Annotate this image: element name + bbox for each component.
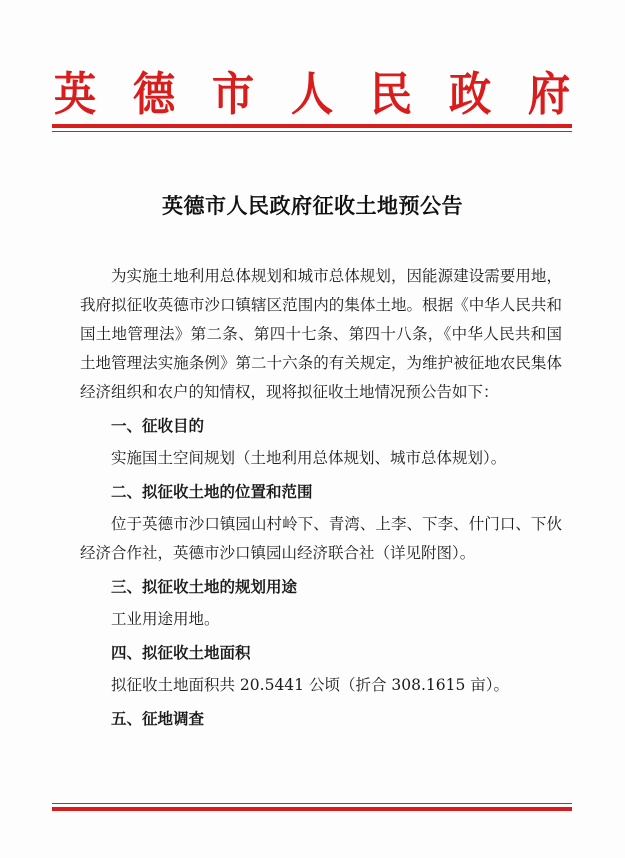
section-heading: 二、拟征收土地的位置和范围 [111, 483, 313, 501]
section-heading: 三、拟征收土地的规划用途 [111, 578, 298, 596]
footer-divider-thick [52, 807, 572, 811]
document-body [80, 262, 562, 737]
letterhead-char: 人 [290, 67, 334, 121]
letterhead-divider-thick [52, 124, 572, 128]
section-heading: 五、征地调查 [111, 710, 205, 728]
section-body: 位于英德市沙口镇园山村岭下、青湾、上李、下李、什门口、下伙经济合作社，英德市沙口镇园山经济联合社（详见附图）。 [80, 515, 562, 562]
footer-divider-thin [52, 803, 572, 804]
document-title: 英德市人民政府征收土地预公告 [162, 194, 463, 218]
section-body: 拟征收土地面积共 20.5441 公顷（折合 308.1615 亩）。 [111, 676, 510, 694]
letterhead-char: 英 [53, 67, 97, 121]
government-letterhead [52, 64, 572, 124]
letterhead-char: 政 [448, 67, 492, 121]
section-body: 实施国土空间规划（土地利用总体规划、城市总体规划）。 [111, 449, 507, 467]
letterhead-divider-thin [52, 131, 572, 132]
letterhead-char: 府 [527, 67, 571, 121]
section-body: 工业用途用地。 [111, 610, 220, 628]
intro-paragraph: 为实施土地利用总体规划和城市总体规划，因能源建设需要用地，我府拟征收英德市沙口镇辖区范围内的集体土地。根据《中华人民共和国土地管理法》第二条、第四十七条、第四十八条，《中华人民共和国土地管理法实施条例》第二十六条的有关规定，为维护被征地农民集体经济组织和农户的知情权，现将拟征收土地情况预公告如下： [80, 267, 562, 401]
letterhead-char: 市 [211, 67, 255, 121]
letterhead-char: 德 [132, 67, 176, 121]
letterhead-char: 民 [369, 67, 413, 121]
section-heading: 四、拟征收土地面积 [111, 644, 251, 662]
section-heading: 一、征收目的 [111, 417, 205, 435]
